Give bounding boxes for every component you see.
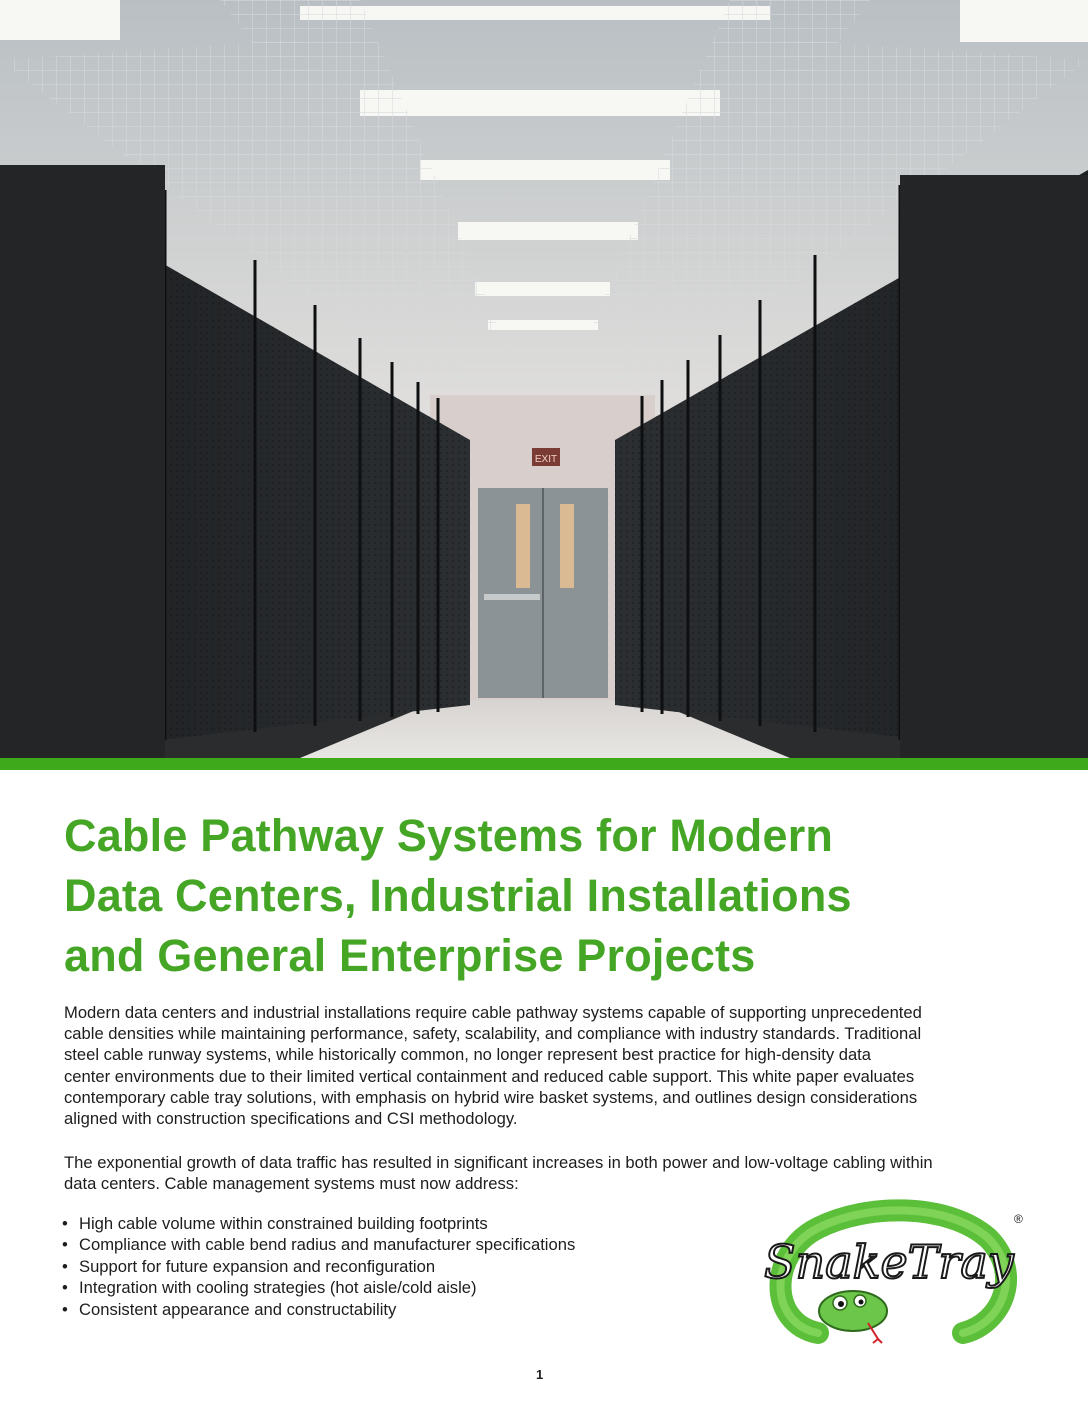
requirements-list [62, 1213, 575, 1320]
list-item: • Support for future expansion and reconfiguration [62, 1256, 436, 1276]
title-line: Data Centers, Industrial Installations [64, 870, 852, 921]
bullet-icon: • [62, 1278, 68, 1298]
snake-logo-icon [748, 1183, 1038, 1353]
title-line: Cable Pathway Systems for Modern [64, 810, 834, 861]
intro-paragraph [64, 1002, 1034, 1129]
page-title [64, 806, 1044, 986]
paragraph-line: center environments due to their limited vertical containment and reduced cable support. This white paper evaluates [64, 1066, 915, 1086]
title-line: and General Enterprise Projects [64, 930, 756, 981]
paragraph-line: aligned with construction specifications and CSI methodology. [64, 1109, 518, 1129]
paragraph-line: The exponential growth of data traffic has resulted in significant increases in both power and low-voltage cabling within [64, 1153, 933, 1172]
paragraph-line: cable densities while maintaining performance, safety, scalability, and compliance with industry standards. Traditional [64, 1024, 922, 1044]
green-divider [0, 758, 1088, 770]
paragraph-line: data centers. Cable management systems must now address: [64, 1174, 519, 1194]
svg-text:SnakeTray: SnakeTray [764, 1235, 1014, 1289]
svg-text:EXIT: EXIT [534, 454, 558, 465]
svg-text:®: ® [1014, 1212, 1023, 1226]
list-item: • Integration with cooling strategies (hot aisle/cold aisle) [62, 1278, 477, 1298]
bullet-icon: • [62, 1256, 68, 1276]
page-number: 1 [536, 1367, 544, 1382]
list-item: • Consistent appearance and constructability [62, 1299, 397, 1319]
bullet-icon: • [62, 1214, 68, 1233]
paragraph-line: steel cable runway systems, while historically common, no longer represent best practice for high-density data [64, 1045, 872, 1065]
bullet-icon: • [62, 1235, 68, 1255]
snaketray-logo [748, 1183, 1038, 1353]
paragraph-line: contemporary cable tray solutions, with emphasis on hybrid wire basket systems, and outlines design considerations [64, 1087, 918, 1107]
paragraph-line: Modern data centers and industrial installations require cable pathway systems capable of supporting unprecedented [64, 1003, 922, 1022]
list-item: • High cable volume within constrained building footprints [62, 1214, 488, 1233]
list-item: • Compliance with cable bend radius and manufacturer specifications [62, 1235, 576, 1255]
bullet-icon: • [62, 1299, 68, 1319]
